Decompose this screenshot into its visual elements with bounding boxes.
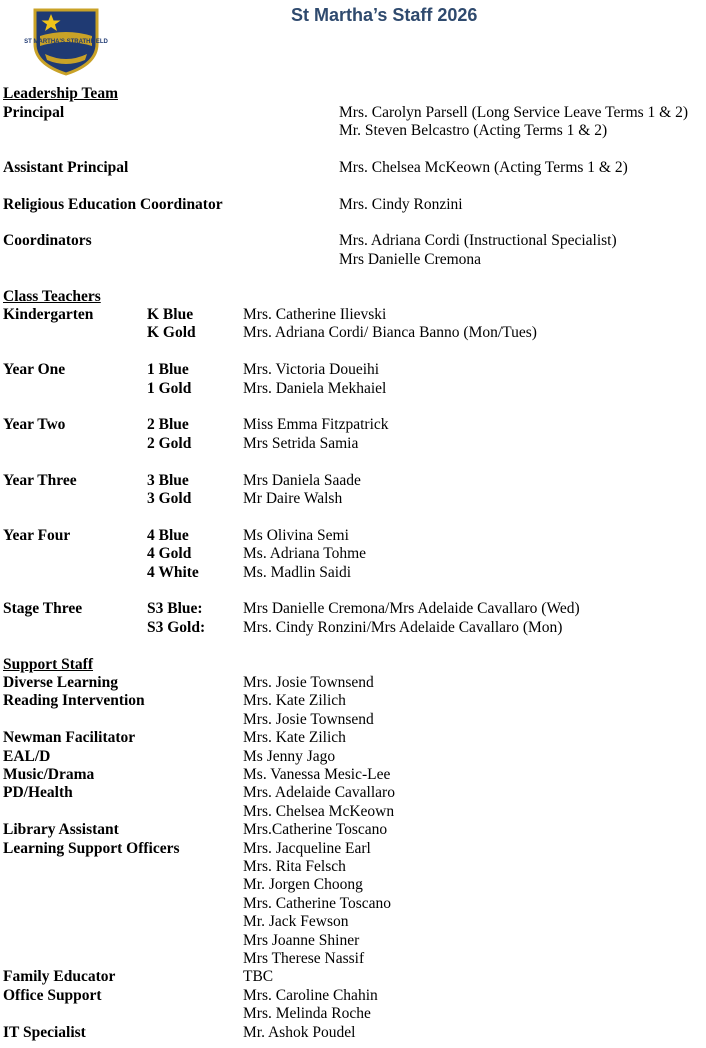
- lso-name-5: Mr. Jack Fewson: [243, 913, 349, 930]
- pd-health-label: PD/Health: [3, 784, 73, 801]
- coordinators-label: Coordinators: [3, 232, 92, 249]
- pd-health-name-2: Mrs. Chelsea McKeown: [243, 803, 395, 820]
- year2-teacher-1: Miss Emma Fitzpatrick: [243, 416, 389, 433]
- reading-intervention-name-1: Mrs. Kate Zilich: [243, 692, 346, 709]
- year4-class-2: 4 Gold: [147, 545, 192, 562]
- diverse-learning-label: Diverse Learning: [3, 674, 118, 691]
- year1-teacher-1: Mrs. Victoria Doueihi: [243, 361, 380, 378]
- principal-name-2: Mr. Steven Belcastro (Acting Terms 1 & 2): [339, 122, 608, 139]
- year3-class-2: 3 Gold: [147, 490, 192, 507]
- kindy-teacher-1: Mrs. Catherine Ilievski: [243, 306, 387, 323]
- newman-facilitator-name: Mrs. Kate Zilich: [243, 729, 346, 746]
- newman-facilitator-label: Newman Facilitator: [3, 729, 136, 746]
- lso-name-6: Mrs Joanne Shiner: [243, 932, 360, 949]
- music-drama-name: Ms. Vanessa Mesic-Lee: [243, 766, 391, 783]
- reading-intervention-name-2: Mrs. Josie Townsend: [243, 711, 374, 728]
- kindy-class-2: K Gold: [147, 324, 196, 341]
- year3-teacher-1: Mrs Daniela Saade: [243, 472, 361, 489]
- kindy-label: Kindergarten: [3, 306, 94, 323]
- assistant-principal-name: Mrs. Chelsea McKeown (Acting Terms 1 & 2): [339, 159, 628, 176]
- year3-label: Year Three: [3, 472, 77, 489]
- year1-class-1: 1 Blue: [147, 361, 189, 378]
- kindy-teacher-2: Mrs. Adriana Cordi/ Bianca Banno (Mon/Tues): [243, 324, 537, 341]
- page-title: St Martha’s Staff 2026: [291, 5, 478, 25]
- lso-name-4: Mrs. Catherine Toscano: [243, 895, 391, 912]
- principal-name-1: Mrs. Carolyn Parsell (Long Service Leave Terms 1 & 2): [339, 104, 689, 121]
- year1-class-2: 1 Gold: [147, 380, 192, 397]
- year4-class-1: 4 Blue: [147, 527, 189, 544]
- family-educator-label: Family Educator: [3, 968, 116, 985]
- it-specialist-name: Mr. Ashok Poudel: [243, 1024, 356, 1041]
- assistant-principal-label: Assistant Principal: [3, 159, 129, 176]
- lso-name-1: Mrs. Jacqueline Earl: [243, 840, 371, 857]
- reading-intervention-label: Reading Intervention: [3, 692, 145, 709]
- office-support-name-1: Mrs. Caroline Chahin: [243, 987, 378, 1004]
- school-crest-logo: [24, 6, 108, 76]
- crest-text: ST MARTHA'S STRATHFIELD: [24, 39, 108, 45]
- office-support-label: Office Support: [3, 987, 102, 1004]
- coordinator-name-2: Mrs Danielle Cremona: [339, 251, 482, 268]
- office-support-name-2: Mrs. Melinda Roche: [243, 1005, 371, 1022]
- it-specialist-label: IT Specialist: [3, 1024, 86, 1041]
- year2-label: Year Two: [3, 416, 66, 433]
- class-teachers-heading: Class Teachers: [3, 288, 101, 305]
- pd-health-name-1: Mrs. Adelaide Cavallaro: [243, 784, 395, 801]
- year2-class-2: 2 Gold: [147, 435, 192, 452]
- eald-label: EAL/D: [3, 748, 51, 765]
- coordinator-name-1: Mrs. Adriana Cordi (Instructional Specialist): [339, 232, 617, 249]
- stage3-class-1: S3 Blue:: [147, 600, 203, 617]
- year2-teacher-2: Mrs Setrida Samia: [243, 435, 359, 452]
- support-staff-heading: Support Staff: [3, 656, 94, 673]
- year1-teacher-2: Mrs. Daniela Mekhaiel: [243, 380, 387, 397]
- lso-name-2: Mrs. Rita Felsch: [243, 858, 346, 875]
- year4-teacher-1: Ms Olivina Semi: [243, 527, 349, 544]
- year3-teacher-2: Mr Daire Walsh: [243, 490, 343, 507]
- family-educator-name: TBC: [243, 968, 274, 985]
- lso-name-3: Mr. Jorgen Choong: [243, 876, 363, 893]
- year3-class-1: 3 Blue: [147, 472, 189, 489]
- year2-class-1: 2 Blue: [147, 416, 189, 433]
- music-drama-label: Music/Drama: [3, 766, 95, 783]
- year1-label: Year One: [3, 361, 66, 378]
- stage3-label: Stage Three: [3, 600, 83, 617]
- principal-label: Principal: [3, 104, 65, 121]
- eald-name: Ms Jenny Jago: [243, 748, 336, 765]
- lso-name-7: Mrs Therese Nassif: [243, 950, 365, 967]
- rec-name: Mrs. Cindy Ronzini: [339, 196, 463, 213]
- diverse-learning-name: Mrs. Josie Townsend: [243, 674, 374, 691]
- stage3-teacher-1: Mrs Danielle Cremona/Mrs Adelaide Cavallaro (Wed): [243, 600, 580, 617]
- lso-label: Learning Support Officers: [3, 840, 180, 857]
- stage3-teacher-2: Mrs. Cindy Ronzini/Mrs Adelaide Cavallaro (Mon): [243, 619, 563, 636]
- year4-teacher-3: Ms. Madlin Saidi: [243, 564, 352, 581]
- stage3-class-2: S3 Gold:: [147, 619, 206, 636]
- year4-teacher-2: Ms. Adriana Tohme: [243, 545, 367, 562]
- rec-label: Religious Education Coordinator: [3, 196, 223, 213]
- library-assistant-label: Library Assistant: [3, 821, 119, 838]
- year4-label: Year Four: [3, 527, 71, 544]
- leadership-heading: Leadership Team: [3, 85, 118, 102]
- library-assistant-name: Mrs.Catherine Toscano: [243, 821, 388, 838]
- year4-class-3: 4 White: [147, 564, 199, 581]
- kindy-class-1: K Blue: [147, 306, 194, 323]
